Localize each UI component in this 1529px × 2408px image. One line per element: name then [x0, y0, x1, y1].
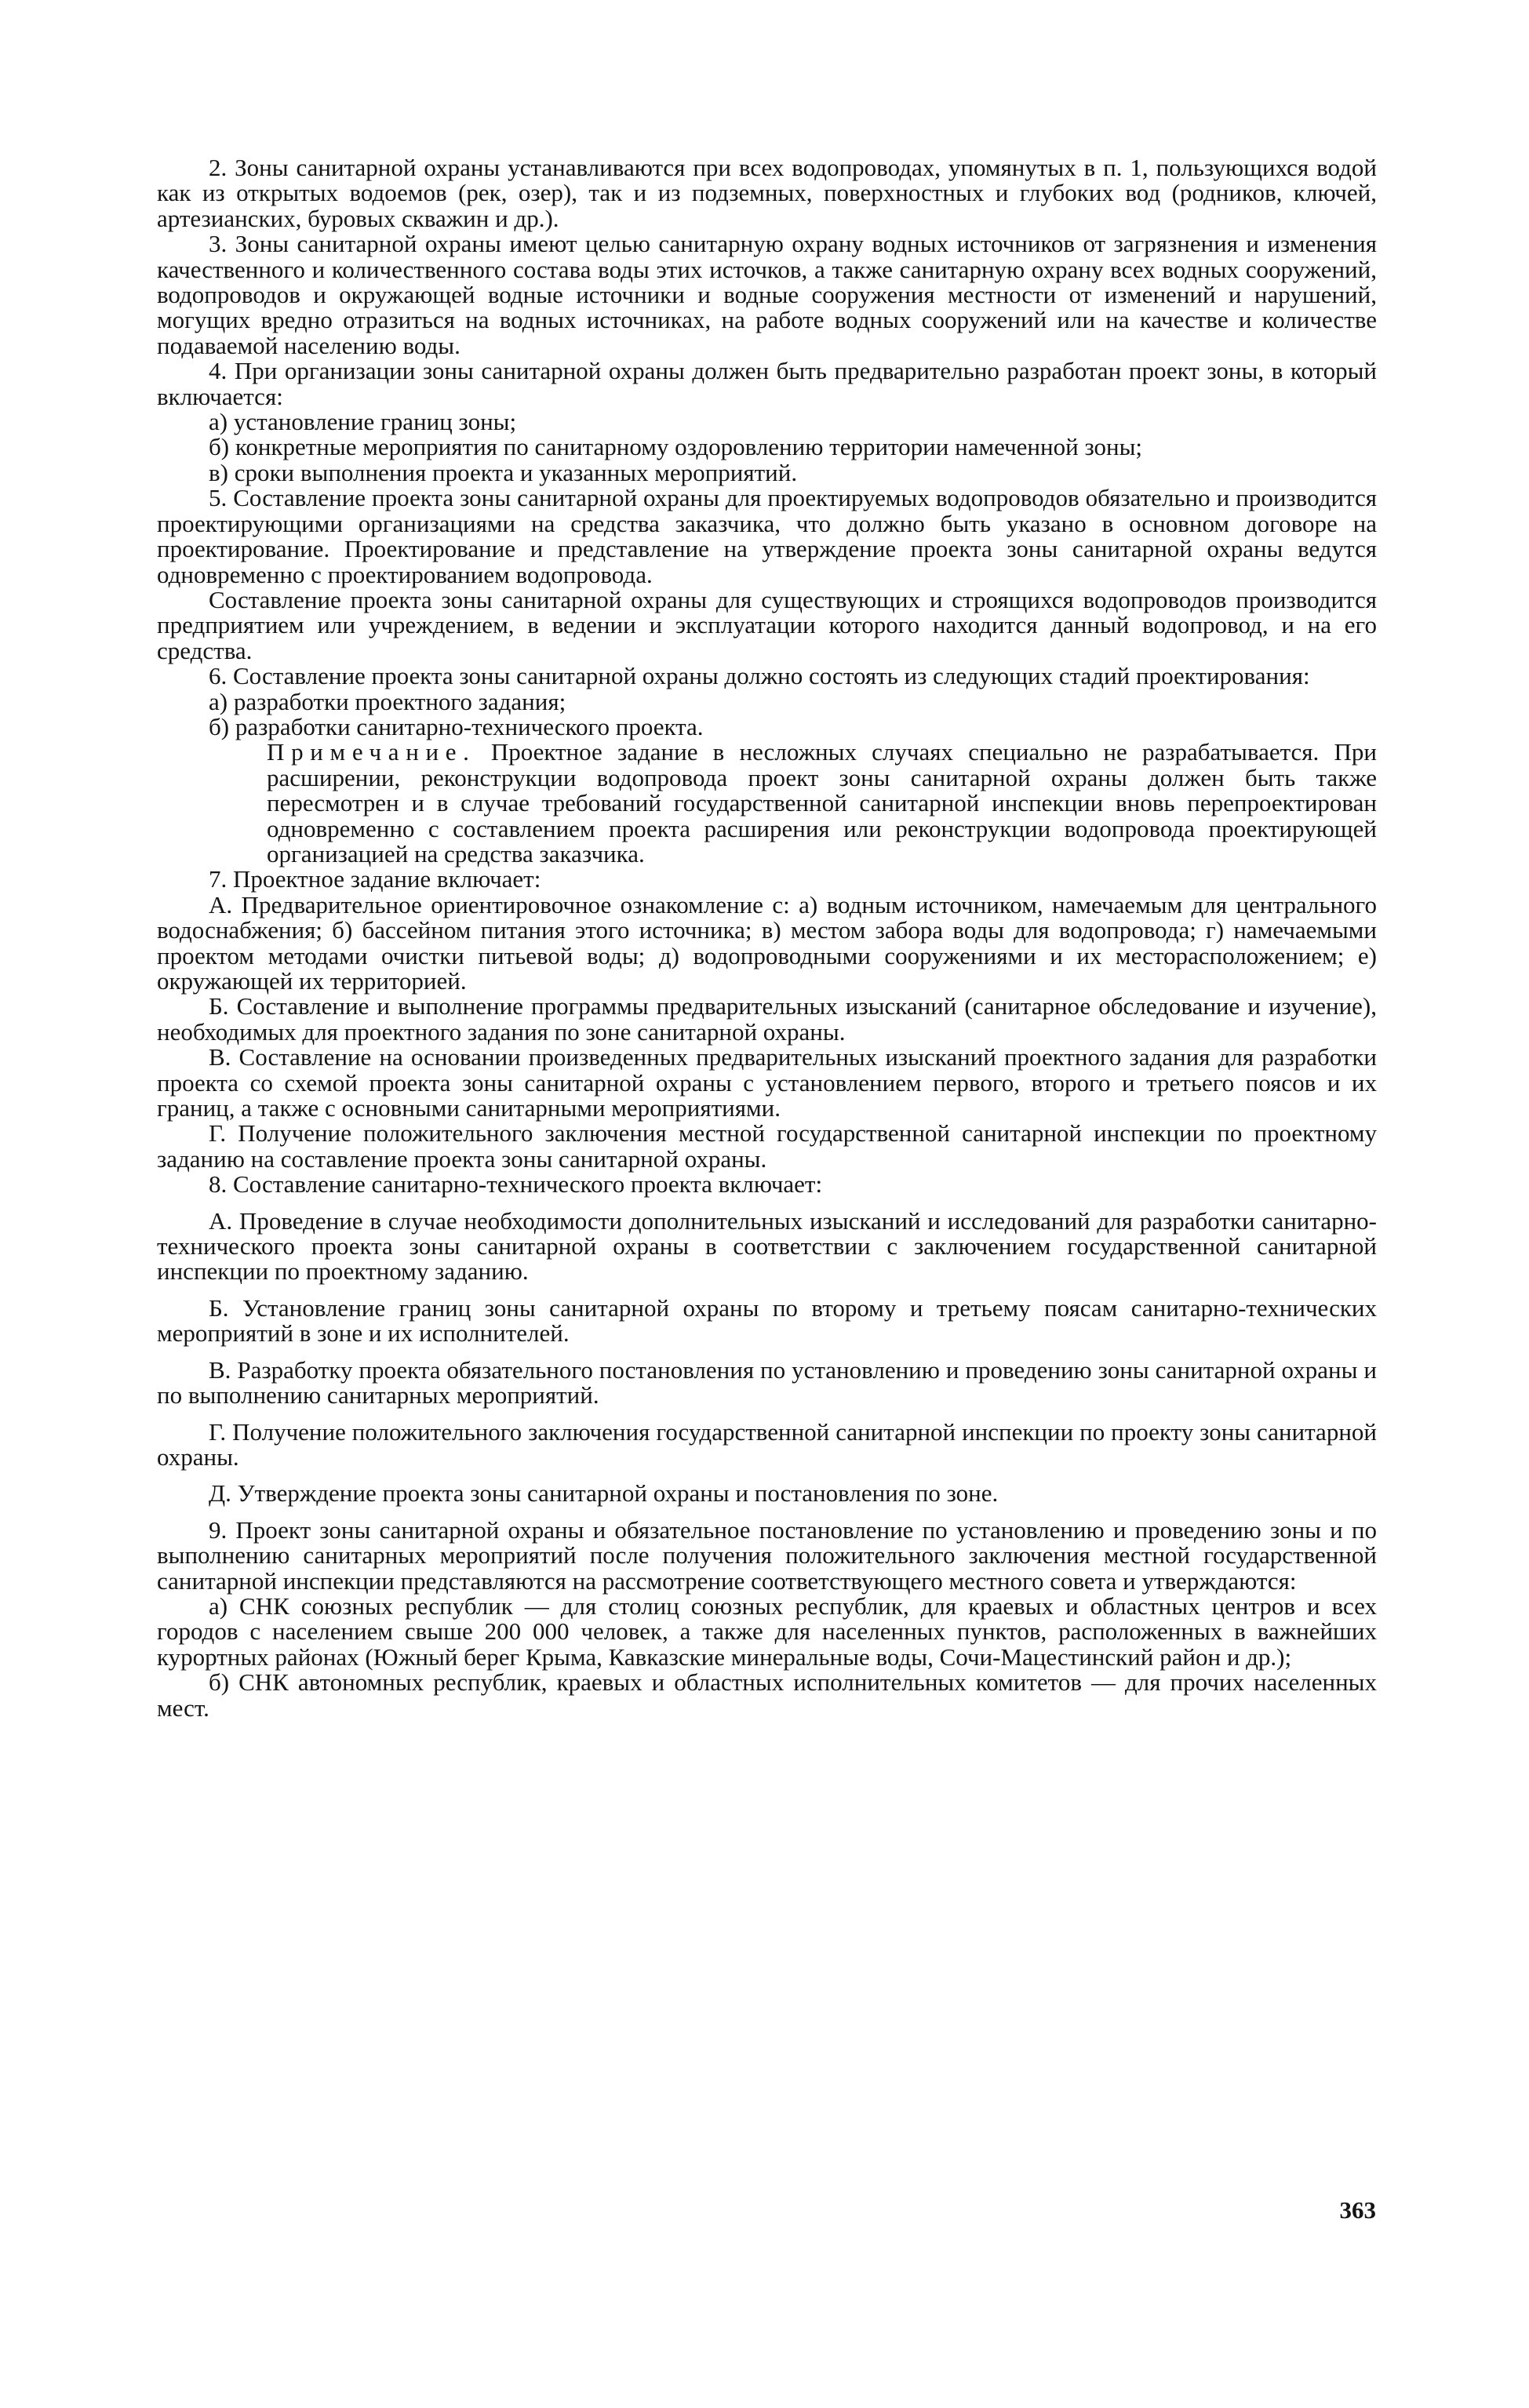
paragraph-8G: Г. Получение положительного заключения государственной санитарной инспекции по проекту зоны санитарной охраны.: [157, 1417, 1377, 1471]
body-text: [157, 155, 1377, 1721]
paragraph-9b: б) СНК автономных республик, краевых и областных исполнительных комитетов — для прочих населенных мест.: [157, 1668, 1377, 1722]
paragraph-4c: в) сроки выполнения проекта и указанных мероприятий.: [209, 458, 798, 486]
paragraph-5-continued: Составление проекта зоны санитарной охраны для существующих и строящихся водопроводов производится предприятием или учреждением, в ведении и эксплуатации которого находится данный водопровод, и на его средства.: [157, 585, 1377, 664]
note-heading: Примечание.: [267, 738, 476, 766]
paragraph-7G: Г. Получение положительного заключения местной государственной санитарной инспекции по проектному заданию на составление проекта зоны санитарной охраны.: [157, 1119, 1377, 1173]
paragraph-3: 3. Зоны санитарной охраны имеют целью санитарную охрану водных источников от загрязнения и изменения качественного и количественного состава воды этих источков, а также санитарную охрану всех водных сооружений, водопроводов и окружающей водные источники и водные сооружения местности от изменений и нарушений, могущих вредно отразиться на водных источниках, на работе водных сооружений или на качестве и количестве подаваемой населению воды.: [157, 230, 1377, 359]
paragraph-5: 5. Составление проекта зоны санитарной охраны для проектируемых водопроводов обязательно и производится проектирующими организациями на средства заказчика, что должно быть указано в основном договоре на проектирование. Проектирование и представление на утверждение проекта зоны санитарной охраны ведутся одновременно с проектированием водопровода.: [157, 484, 1377, 588]
paragraph-4a: а) установление границ зоны;: [209, 408, 517, 436]
paragraph-8V: В. Разработку проекта обязательного постановления по установлению и проведению зоны санитарной охраны и по выполнению санитарных мероприятий.: [157, 1355, 1377, 1410]
note-paragraph: [267, 740, 1377, 867]
paragraph-8: 8. Составление санитарно-технического проекта включает:: [209, 1170, 823, 1199]
paragraph-6: 6. Составление проекта зоны санитарной охраны должно состоять из следующих стадий проектирования:: [209, 662, 1310, 690]
paragraph-7A: А. Предварительное ориентировочное ознакомление с: а) водным источником, намечаемым для центрального водоснабжения; б) бассейном питания этого источника; в) местом забора воды для водопровода; г) намечаемыми проектом методами очистки питьевой воды; д) водопроводными сооружениями и их месторасположением; е) окружающей их территорией.: [157, 890, 1377, 995]
page-number: 363: [1339, 2196, 1376, 2224]
paragraph-8B: Б. Установление границ зоны санитарной охраны по второму и третьему поясам санитарно-технических мероприятий в зоне и их исполнителей.: [157, 1293, 1377, 1348]
paragraph-9: 9. Проект зоны санитарной охраны и обязательное постановление по установлению и проведению зоны и по выполнению санитарных мероприятий после получения положительного заключения местной государственной санитарной инспекции представляются на рассмотрение соответствующего местного совета и утверждаются:: [157, 1515, 1377, 1595]
paragraph-2: 2. Зоны санитарной охраны устанавливаются при всех водопроводах, упомянутых в п. 1, пользующихся водой как из открытых водоемов (рек, озер), так и из подземных, поверхностных и глубоких вод (родников, ключей, артезианских, буровых скважин и др.).: [157, 154, 1377, 232]
paragraph-4b: б) конкретные мероприятия по санитарному оздоровлению территории намеченной зоны;: [209, 433, 1143, 461]
paragraph-7V: В. Составление на основании произведенных предварительных изысканий проектного задания для разработки проекта со схемой проекта зоны санитарной охраны с установлением первого, второго и третьего поясов и их границ, а также с основными санитарными мероприятиями.: [157, 1043, 1377, 1122]
paragraph-4: 4. При организации зоны санитарной охраны должен быть предварительно разработан проект зоны, в который включается:: [157, 357, 1377, 410]
paragraph-8A: А. Проведение в случае необходимости дополнительных изысканий и исследований для разработки санитарно-технического проекта зоны санитарной охраны в соответствии с заключением государственной санитарной инспекции по проектному заданию.: [157, 1206, 1377, 1286]
paragraph-6a: а) разработки проектного задания;: [209, 687, 566, 715]
paragraph-7: 7. Проектное задание включает:: [209, 865, 541, 893]
paragraph-6b: б) разработки санитарно-технического проекта.: [209, 712, 704, 740]
paragraph-8D: Д. Утверждение проекта зоны санитарной охраны и постановления по зоне.: [209, 1479, 999, 1508]
note-body: Проектное задание в несложных случаях специально не разрабатывается. При расширении, реконструкции водопровода проект зоны санитарной охраны должен быть также пересмотрен и в случае требований государственной санитарной инспекции вновь перепроектирован одновременно с составлением проекта расширения или реконструкции водопровода проектирующей организацией на средства заказчика.: [267, 738, 1377, 868]
paragraph-9a: а) СНК союзных республик — для столиц союзных республик, для краевых и областных центров и всех городов с населением свыше 200 000 человек, а также для населенных пунктов, расположенных в важнейших курортных районах (Южный берег Крыма, Кавказские минеральные воды, Сочи-Мацестинский район и др.);: [157, 1591, 1377, 1671]
paragraph-7B: Б. Составление и выполнение программы предварительных изысканий (санитарное обследование и изучение), необходимых для проектного задания по зоне санитарной охраны.: [157, 992, 1377, 1046]
